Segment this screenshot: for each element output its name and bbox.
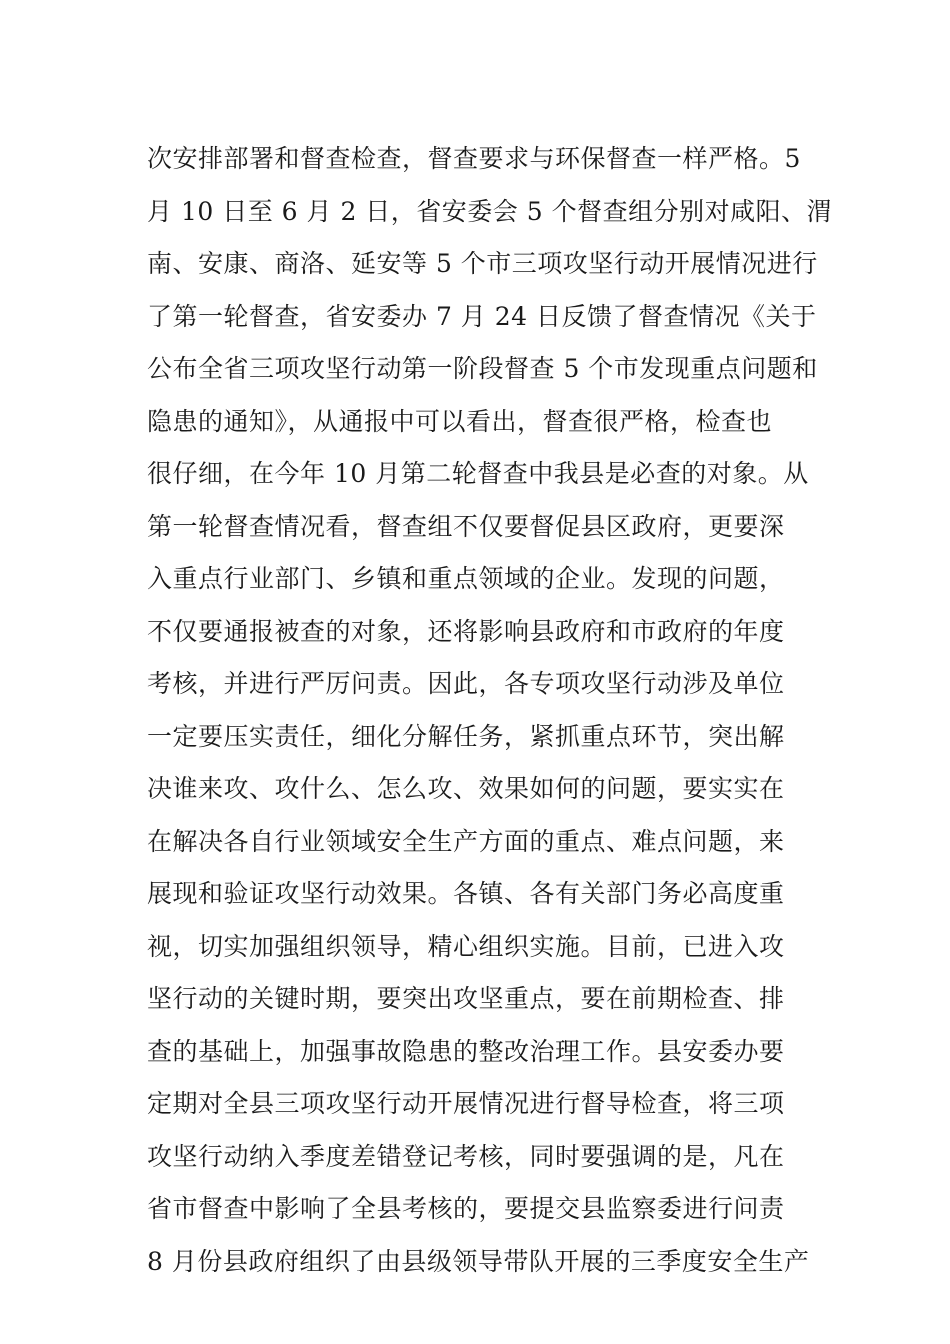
text-line: 很仔细，在今年 10 月第二轮督查中我县是必查的对象。从 — [147, 459, 809, 488]
text-line: 不仅要通报被查的对象，还将影响县政府和市政府的年度 — [147, 616, 785, 646]
text-line: 南、安康、商洛、延安等 5 个市三项攻坚行动开展情况进行 — [147, 249, 818, 278]
text-line: 坚行动的关键时期，要突出攻坚重点，要在前期检查、排 — [147, 984, 785, 1013]
text-line: 展现和验证攻坚行动效果。各镇、各有关部门务必高度重 — [147, 879, 785, 908]
text-line: 考核，并进行严厉问责。因此，各专项攻坚行动涉及单位 — [147, 669, 785, 698]
text-line: 在解决各自行业领域安全生产方面的重点、难点问题，来 — [147, 826, 785, 856]
text-line: 月 10 日至 6 月 2 日，省安委会 5 个督查组分别对咸阳、渭 — [147, 196, 833, 226]
text-line: 视，切实加强组织领导，精心组织实施。目前，已进入攻 — [147, 931, 785, 961]
text-line: 了第一轮督查，省安委办 7 月 24 日反馈了督查情况《关于 — [147, 301, 817, 331]
text-line: 决谁来攻、攻什么、怎么攻、效果如何的问题，要实实在 — [147, 774, 785, 803]
text-line: 攻坚行动纳入季度差错登记考核，同时要强调的是，凡在 — [147, 1141, 785, 1171]
text-line: 第一轮督查情况看，督查组不仅要督促县区政府，更要深 — [147, 511, 785, 541]
text-line: 一定要压实责任，细化分解任务，紧抓重点环节，突出解 — [147, 721, 785, 751]
text-line: 查的基础上，加强事故隐患的整改治理工作。县安委办要 — [147, 1036, 785, 1066]
text-line: 入重点行业部门、乡镇和重点领域的企业。发现的问题， — [147, 564, 785, 593]
text-line: 公布全省三项攻坚行动第一阶段督查 5 个市发现重点问题和 — [147, 354, 818, 383]
text-line: 次安排部署和督查检查，督查要求与环保督查一样严格。5 — [147, 144, 801, 173]
body-paragraph — [147, 133, 833, 1288]
text-line: 隐患的通知》，从通报中可以看出，督查很严格，检查也 — [147, 406, 773, 436]
text-line: 省市督查中影响了全县考核的，要提交县监察委进行问责 — [147, 1194, 785, 1223]
text-line: 8 月份县政府组织了由县级领导带队开展的三季度安全生产 — [147, 1246, 810, 1276]
text-line: 定期对全县三项攻坚行动开展情况进行督导检查，将三项 — [147, 1089, 785, 1118]
